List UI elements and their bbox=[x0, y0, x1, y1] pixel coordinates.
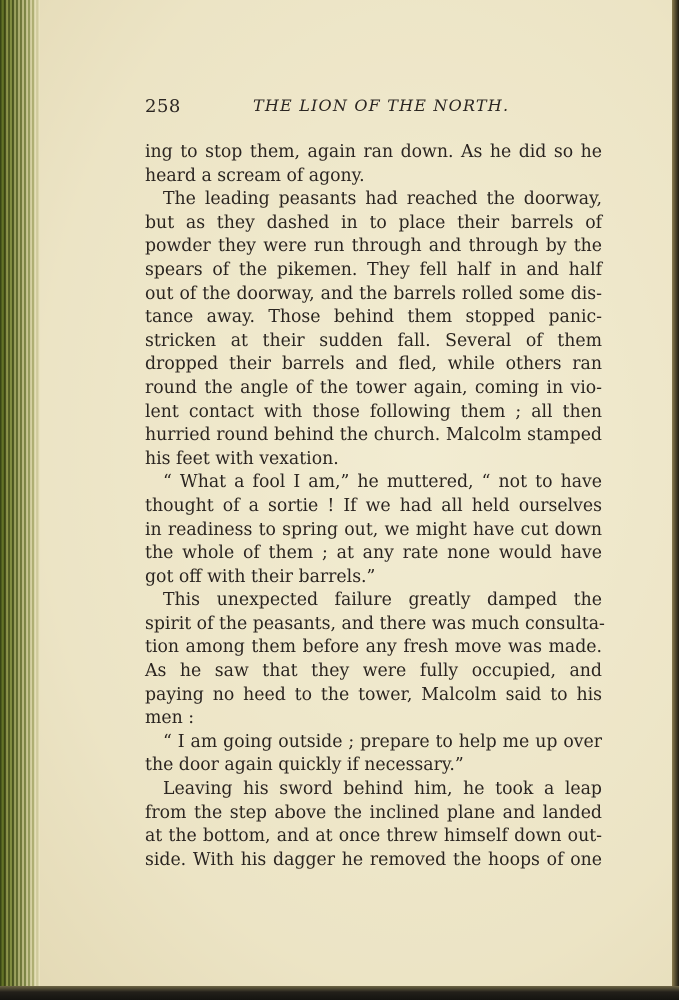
body-text bbox=[145, 141, 605, 872]
text-line: “ What a fool I am,” he muttered, “ not to have bbox=[163, 472, 602, 493]
page-edge-bottom bbox=[0, 986, 679, 1000]
text-line: men : bbox=[145, 708, 195, 729]
text-line: the door again quickly if necessary.” bbox=[145, 755, 464, 776]
text-line: stricken at their sudden fall. Several of them bbox=[145, 330, 602, 351]
text-line: paying no heed to the tower, Malcolm said to his bbox=[145, 684, 602, 705]
text-line: got off with their barrels.” bbox=[145, 566, 376, 587]
text-line: hurried round behind the church. Malcolm stamped bbox=[145, 425, 602, 446]
text-line: This unexpected failure greatly damped the bbox=[163, 590, 602, 611]
text-line: from the step above the inclined plane and landed bbox=[145, 802, 602, 823]
text-line: spears of the pikemen. They fell half in and half bbox=[145, 259, 602, 280]
book-binding bbox=[0, 0, 44, 1000]
text-line: but as they dashed in to place their barrels of bbox=[145, 212, 602, 233]
text-line: out of the doorway, and the barrels rolled some dis- bbox=[145, 283, 602, 304]
text-line: spirit of the peasants, and there was much consulta- bbox=[145, 613, 605, 634]
text-line: lent contact with those following them ; all then bbox=[145, 401, 602, 422]
text-line: heard a scream of agony. bbox=[145, 165, 365, 186]
text-line: at the bottom, and at once threw himself down out- bbox=[145, 826, 602, 847]
running-title: THE LION OF THE NORTH. bbox=[253, 96, 510, 115]
text-line: powder they were run through and through by the bbox=[145, 236, 602, 257]
page-number: 258 bbox=[145, 96, 181, 117]
text-line: Leaving his sword behind him, he took a leap bbox=[163, 779, 602, 800]
text-line: round the angle of the tower again, coming in vio- bbox=[145, 377, 602, 398]
text-line: “ I am going outside ; prepare to help me up over bbox=[163, 731, 602, 752]
text-line: the whole of them ; at any rate none would have bbox=[145, 543, 602, 564]
text-line: The leading peasants had reached the doorway, bbox=[163, 189, 602, 210]
page-header bbox=[145, 96, 605, 122]
text-line: in readiness to spring out, we might have cut down bbox=[145, 519, 602, 540]
text-line: As he saw that they were fully occupied, and bbox=[145, 661, 602, 682]
text-line: tance away. Those behind them stopped panic- bbox=[145, 307, 602, 328]
text-line: tion among them before any fresh move was made. bbox=[145, 637, 602, 658]
text-line: dropped their barrels and fled, while others ran bbox=[145, 354, 602, 375]
text-line: ing to stop them, again ran down. As he did so he bbox=[145, 142, 602, 162]
text-line: his feet with vexation. bbox=[145, 448, 339, 469]
text-line: side. With his dagger he removed the hoops of one bbox=[145, 849, 602, 870]
page-edge-right bbox=[672, 0, 679, 1000]
text-line: thought of a sortie ! If we had all held ourselves bbox=[145, 495, 602, 516]
